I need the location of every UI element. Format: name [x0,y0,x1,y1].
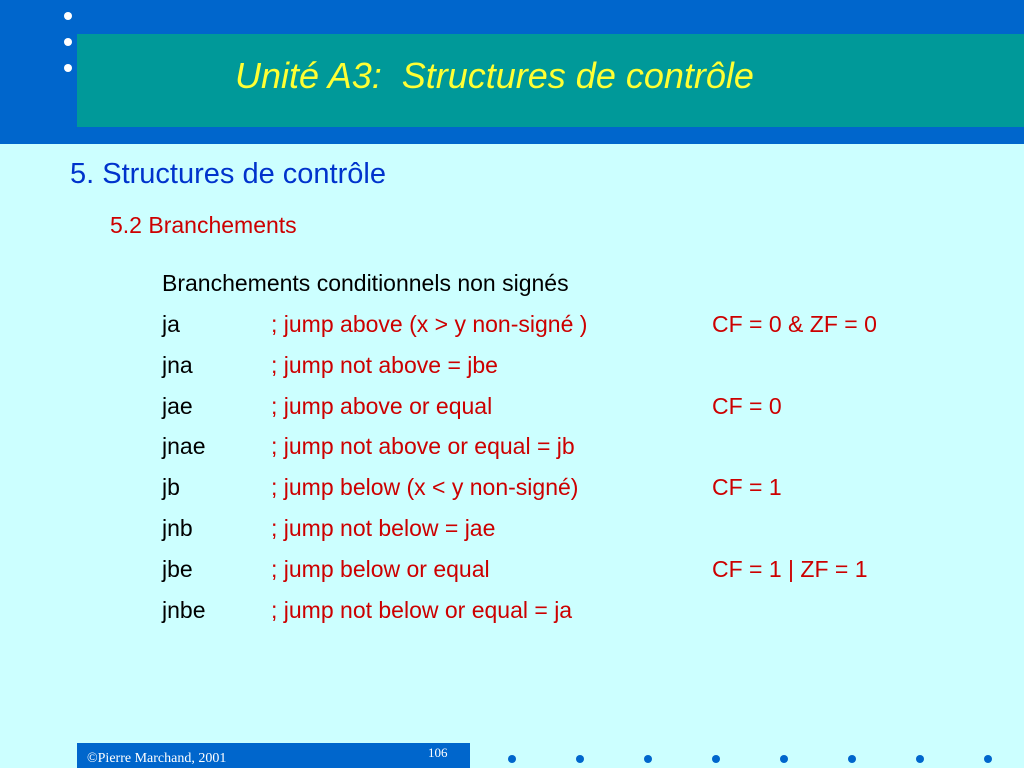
list-item [0,473,1024,514]
footer-dot-icon [508,755,516,763]
slide-title: Unité A3: Structures de contrôle [235,55,754,96]
list-item [0,351,1024,392]
list-item [0,596,1024,637]
list-item [0,310,1024,351]
instruction-name: jnae [162,433,206,460]
footer-dot-icon [644,755,652,763]
footer-dot-icon [916,755,924,763]
instruction-description: ; jump below or equal [271,555,490,582]
instruction-name: jae [162,392,193,419]
instruction-description: ; jump not below or equal = ja [271,596,573,623]
flag-condition: CF = 1 | ZF = 1 [712,555,868,582]
instruction-name: jbe [162,555,193,582]
section-heading: 5. Structures de contrôle [70,158,386,190]
list-item [0,432,1024,473]
instruction-description: ; jump below (x < y non-signé) [271,474,579,501]
list-item [0,392,1024,433]
bullet-dot-icon [64,38,72,46]
instruction-description: ; jump not above or equal = jb [271,433,575,460]
instruction-name: ja [162,311,180,337]
footer-dot-icon [780,755,788,763]
page-number: 106 [428,745,448,760]
instruction-description: ; jump not below = jae [271,514,496,541]
flag-condition: CF = 0 [712,392,782,419]
footer-dot-icon [576,755,584,763]
instruction-description: ; jump above (x > y non-signé ) [271,311,588,337]
instruction-name: jna [162,351,193,378]
instruction-name: jb [162,474,180,501]
copyright-text: ©Pierre Marchand, 2001 [87,751,227,766]
flag-condition: CF = 1 [712,474,782,501]
footer-dot-icon [848,755,856,763]
bullet-dot-icon [64,12,72,20]
flag-condition: CF = 0 & ZF = 0 [712,311,877,337]
instruction-description: ; jump not above = jbe [271,351,498,378]
instruction-name: jnbe [162,596,206,623]
section-subheading: 5.2 Branchements [110,212,297,238]
list-item [0,514,1024,555]
list-item [0,555,1024,596]
content-subtitle: Branchements conditionnels non signés [162,270,569,296]
footer-dot-icon [712,755,720,763]
bullet-dot-icon [64,64,72,72]
instruction-description: ; jump above or equal [271,392,493,419]
instruction-name: jnb [162,514,193,541]
branch-list [0,310,1024,636]
footer-dot-icon [984,755,992,763]
